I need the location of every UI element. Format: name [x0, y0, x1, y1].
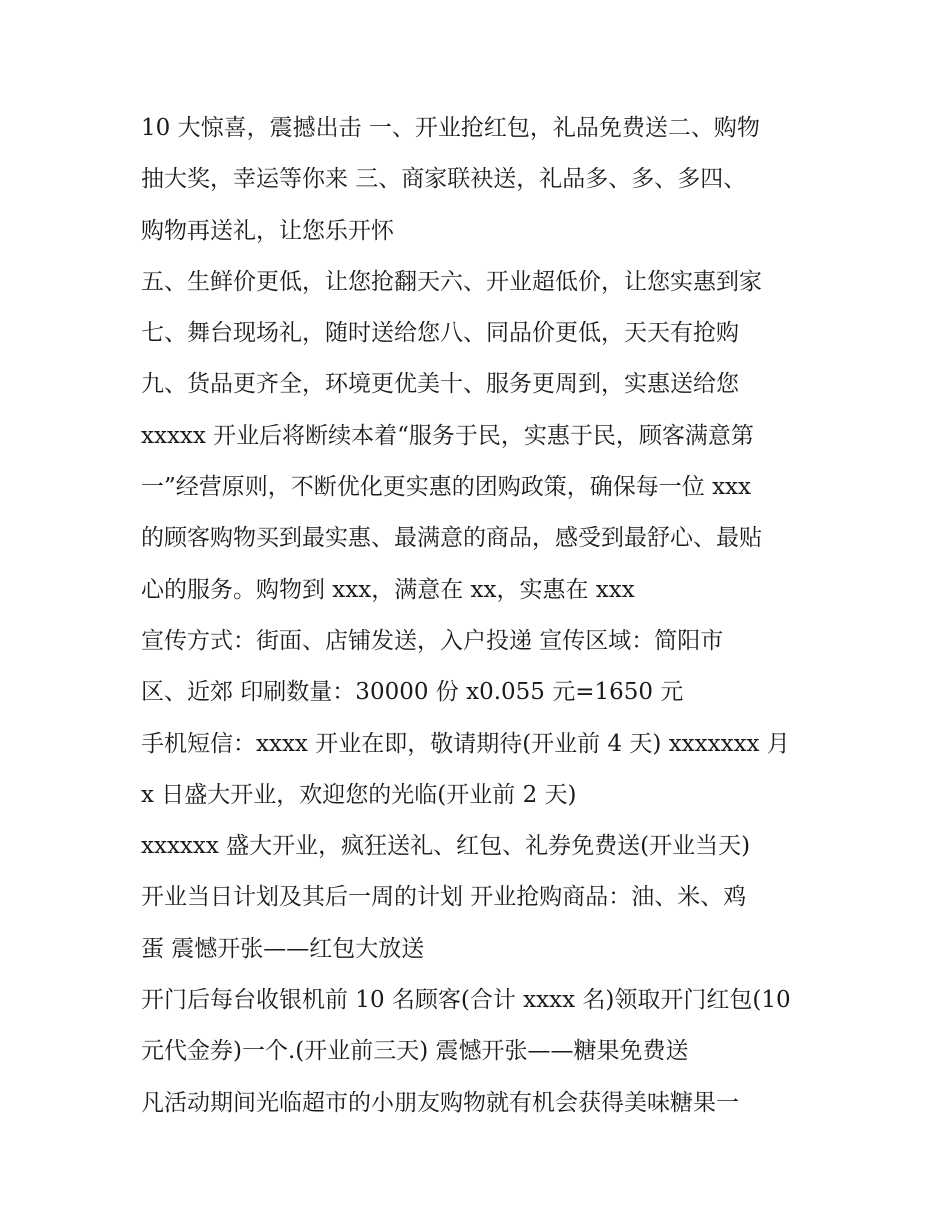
text-line: 心的服务。购物到 xxx，满意在 xx，实惠在 xxx — [141, 576, 635, 603]
text-line: 10 大惊喜，震撼出击 一、开业抢红包，礼品免费送二、购物 — [141, 115, 760, 141]
text-line: 五、生鲜价更低，让您抢翻天六、开业超低价，让您实惠到家 — [141, 268, 762, 295]
document-body — [141, 103, 831, 1129]
text-line: xxxxxx 盛大开业，疯狂送礼、红包、礼券免费送(开业当天) — [141, 833, 751, 860]
text-line: 凡活动期间光临超市的小朋友购物就有机会获得美味糖果一 — [141, 1089, 739, 1116]
text-line: 开门后每台收银机前 10 名顾客(合计 xxxx 名)领取开门红包(10 — [141, 987, 791, 1014]
text-line: 手机短信：xxxx 开业在即，敬请期待(开业前 4 天) xxxxxxx 月 — [141, 730, 790, 757]
text-line: 的顾客购物买到最实惠、最满意的商品，感受到最舒心、最贴 — [141, 525, 762, 552]
text-line: 九、货品更齐全，环境更优美十、服务更周到，实惠送给您 — [141, 371, 739, 398]
text-line: 宣传方式：街面、店铺发送，入户投递 宣传区域：简阳市 — [141, 627, 724, 654]
text-line: 开业当日计划及其后一周的计划 开业抢购商品：油、米、鸡 — [141, 884, 747, 911]
text-line: 一”经营原则，不断优化更实惠的团购政策，确保每一位 xxx — [141, 474, 751, 501]
text-line: xxxxx 开业后将断续本着“服务于民，实惠于民，顾客满意第 — [141, 422, 754, 449]
text-line: 元代金券)一个.(开业前三天) 震憾开张——糖果免费送 — [141, 1038, 689, 1065]
text-line: 抽大奖，幸运等你来 三、商家联袂送，礼品多、多、多四、 — [141, 166, 747, 193]
text-line: x 日盛大开业，欢迎您的光临(开业前 2 天) — [141, 781, 577, 808]
text-line: 购物再送礼，让您乐开怀 — [141, 217, 394, 244]
text-line: 七、舞台现场礼，随时送给您八、同品价更低，天天有抢购 — [141, 320, 739, 347]
text-line: 区、近郊 印刷数量：30000 份 x0.055 元=1650 元 — [141, 679, 684, 706]
text-line: 蛋 震憾开张——红包大放送 — [141, 935, 425, 962]
